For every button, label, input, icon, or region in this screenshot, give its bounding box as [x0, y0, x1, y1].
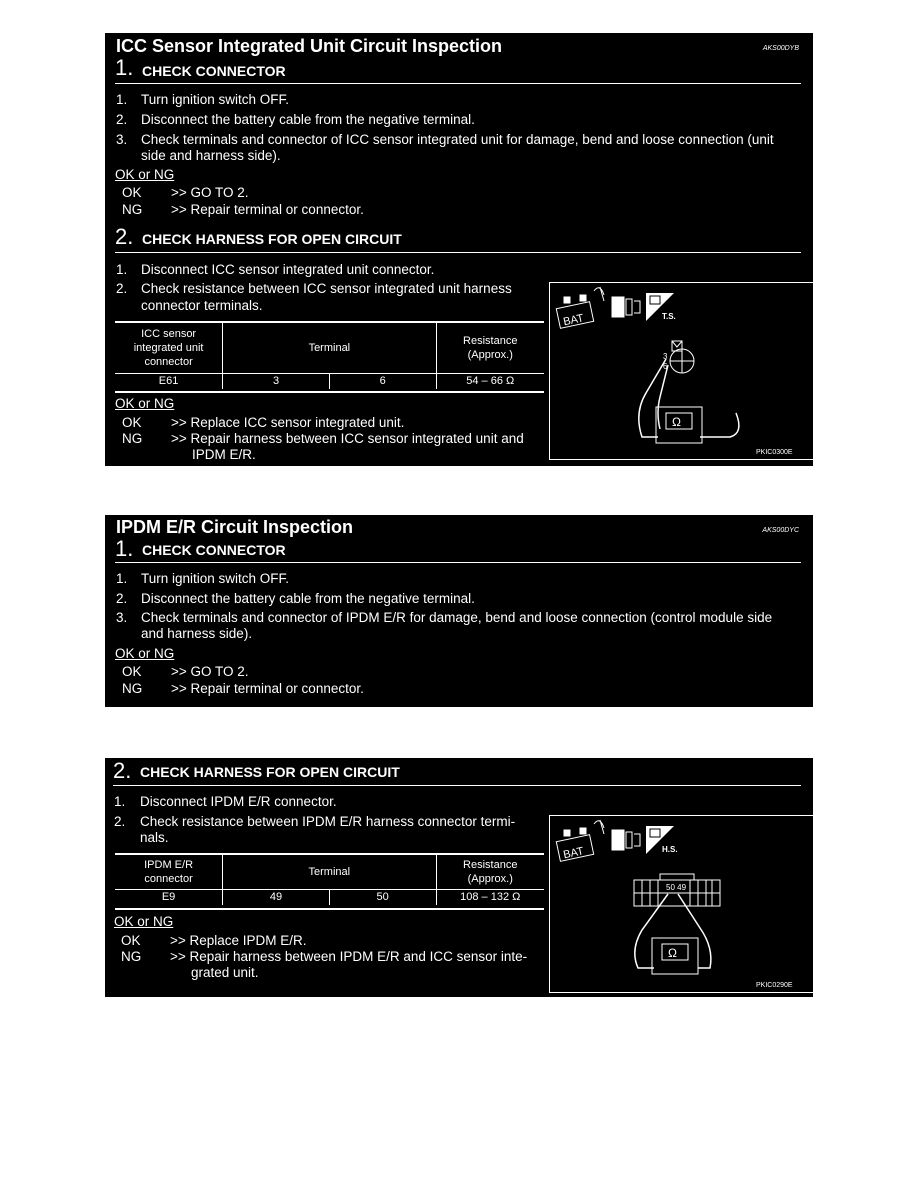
step-heading: CHECK HARNESS FOR OPEN CIRCUIT [142, 231, 402, 247]
cell-resistance: 54 – 66 Ω [436, 373, 544, 389]
figure-code: PKIC0300E [756, 449, 793, 456]
step-number: 1. [115, 55, 134, 80]
ng-action-continued: grated unit. [191, 965, 259, 980]
ng-action-continued: IPDM E/R. [192, 447, 256, 462]
ng-action: >> Repair terminal or connector. [171, 202, 364, 217]
cell-connector: E9 [161, 891, 176, 904]
cell-terminal-a: 49 [223, 889, 330, 905]
list-item-continued: connector terminals. [141, 298, 263, 313]
list-item-continued: nals. [140, 830, 169, 845]
divider [113, 785, 801, 786]
step-number: 1. [115, 536, 134, 561]
list-item: Turn ignition switch OFF. [141, 571, 290, 586]
cell-terminal-b: 50 [329, 889, 436, 905]
list-item: Check terminals and connector of IPDM E/R for damage, bend and loose connection (control module side [141, 610, 773, 625]
section-code: AKS00DYC [762, 527, 799, 534]
cell-terminal-a: 3 [223, 373, 330, 389]
cell-terminal-b: 6 [329, 373, 436, 389]
ok-action: >> GO TO 2. [171, 664, 249, 679]
header-resistance: Resistance (Approx.) [436, 323, 544, 373]
ok-label: OK [122, 664, 142, 679]
divider [115, 252, 801, 253]
list-item-continued: side and harness side). [141, 148, 281, 163]
list-item: Check resistance between IPDM E/R harness connector termi- [140, 814, 516, 829]
list-item-number: 1. [116, 571, 128, 586]
header-connector: IPDM E/R connector [115, 855, 223, 889]
resistance-check-figure [549, 815, 815, 993]
divider [115, 83, 801, 84]
step-number: 2. [115, 224, 134, 249]
step-number: 2. [113, 758, 132, 783]
battery-label: BAT [562, 845, 585, 862]
list-item-number: 3. [116, 132, 128, 147]
step-heading: CHECK HARNESS FOR OPEN CIRCUIT [140, 764, 400, 780]
list-item-continued: and harness side). [141, 626, 253, 641]
list-item: Check resistance between ICC sensor integrated unit harness [141, 281, 512, 296]
connector-disconnect-icon [612, 297, 640, 317]
pin-label-b: 6 [663, 362, 668, 371]
ng-label: NG [122, 681, 143, 696]
header-resistance: Resistance (Approx.) [436, 855, 544, 889]
ipdm-er-inspection-panel [105, 515, 813, 707]
list-item-number: 3. [116, 610, 128, 625]
section-title: ICC Sensor Integrated Unit Circuit Inspection [116, 36, 503, 56]
ohmmeter-diagram [550, 816, 814, 992]
list-item: Turn ignition switch OFF. [141, 92, 290, 107]
ok-action: >> Replace IPDM E/R. [170, 933, 307, 948]
ohmmeter-diagram [550, 283, 814, 459]
ok-action: >> Replace ICC sensor integrated unit. [171, 415, 405, 430]
battery-label: BAT [562, 312, 585, 329]
ok-action: >> GO TO 2. [171, 185, 249, 200]
ok-or-ng-label: OK or NG [115, 646, 175, 661]
ok-label: OK [121, 933, 141, 948]
list-item-number: 1. [114, 794, 126, 809]
header-terminal: Terminal [223, 323, 436, 373]
hs-label: H.S. [662, 845, 678, 854]
ng-label: NG [122, 202, 143, 217]
list-item-number: 1. [116, 262, 128, 277]
list-item-number: 2. [116, 112, 128, 127]
ok-label: OK [122, 185, 142, 200]
cell-connector: E61 [158, 375, 179, 388]
connector-disconnect-icon [612, 830, 640, 850]
table-bottom-rule [115, 391, 544, 393]
resistance-table [115, 323, 544, 389]
step-heading: CHECK CONNECTOR [142, 63, 286, 79]
list-item: Disconnect the battery cable from the negative terminal. [141, 112, 475, 127]
ok-or-ng-label: OK or NG [115, 396, 175, 411]
ng-label: NG [122, 431, 143, 446]
header-terminal: Terminal [223, 855, 436, 889]
list-item-number: 2. [116, 281, 128, 296]
header-connector: ICC sensor integrated unit connector [115, 323, 223, 373]
ng-action: >> Repair harness between IPDM E/R and ICC sensor inte- [170, 949, 528, 964]
ok-or-ng-label: OK or NG [115, 167, 175, 182]
list-item: Disconnect ICC sensor integrated unit connector. [141, 262, 435, 277]
connector-face-icon [670, 341, 694, 373]
divider [115, 562, 801, 563]
table-bottom-rule [115, 908, 544, 910]
ng-label: NG [121, 949, 142, 964]
ng-action: >> Repair terminal or connector. [171, 681, 364, 696]
ok-label: OK [122, 415, 142, 430]
ipdm-er-harness-check-panel [105, 758, 813, 997]
list-item-number: 2. [114, 814, 126, 829]
list-item-number: 1. [116, 92, 128, 107]
icc-sensor-inspection-panel [105, 33, 813, 466]
pin-label-a: 3 [663, 352, 668, 361]
ts-label: T.S. [662, 312, 676, 321]
list-item: Check terminals and connector of ICC sensor integrated unit for damage, bend and loose connection (unit [141, 132, 774, 147]
resistance-check-figure [549, 282, 815, 460]
step-heading: CHECK CONNECTOR [142, 542, 286, 558]
figure-code: PKIC0290E [756, 982, 793, 989]
pin-labels: 50 49 [666, 883, 687, 892]
cell-resistance: 108 – 132 Ω [436, 889, 544, 905]
list-item: Disconnect the battery cable from the negative terminal. [141, 591, 475, 606]
ok-or-ng-label: OK or NG [114, 914, 174, 929]
section-code: AKS00DYB [762, 45, 799, 52]
ohm-symbol: Ω [672, 415, 681, 429]
ohm-symbol: Ω [668, 946, 677, 960]
ng-action: >> Repair harness between ICC sensor integrated unit and [171, 431, 524, 446]
section-title: IPDM E/R Circuit Inspection [116, 517, 354, 537]
list-item-number: 2. [116, 591, 128, 606]
list-item: Disconnect IPDM E/R connector. [140, 794, 337, 809]
resistance-table [115, 855, 544, 905]
